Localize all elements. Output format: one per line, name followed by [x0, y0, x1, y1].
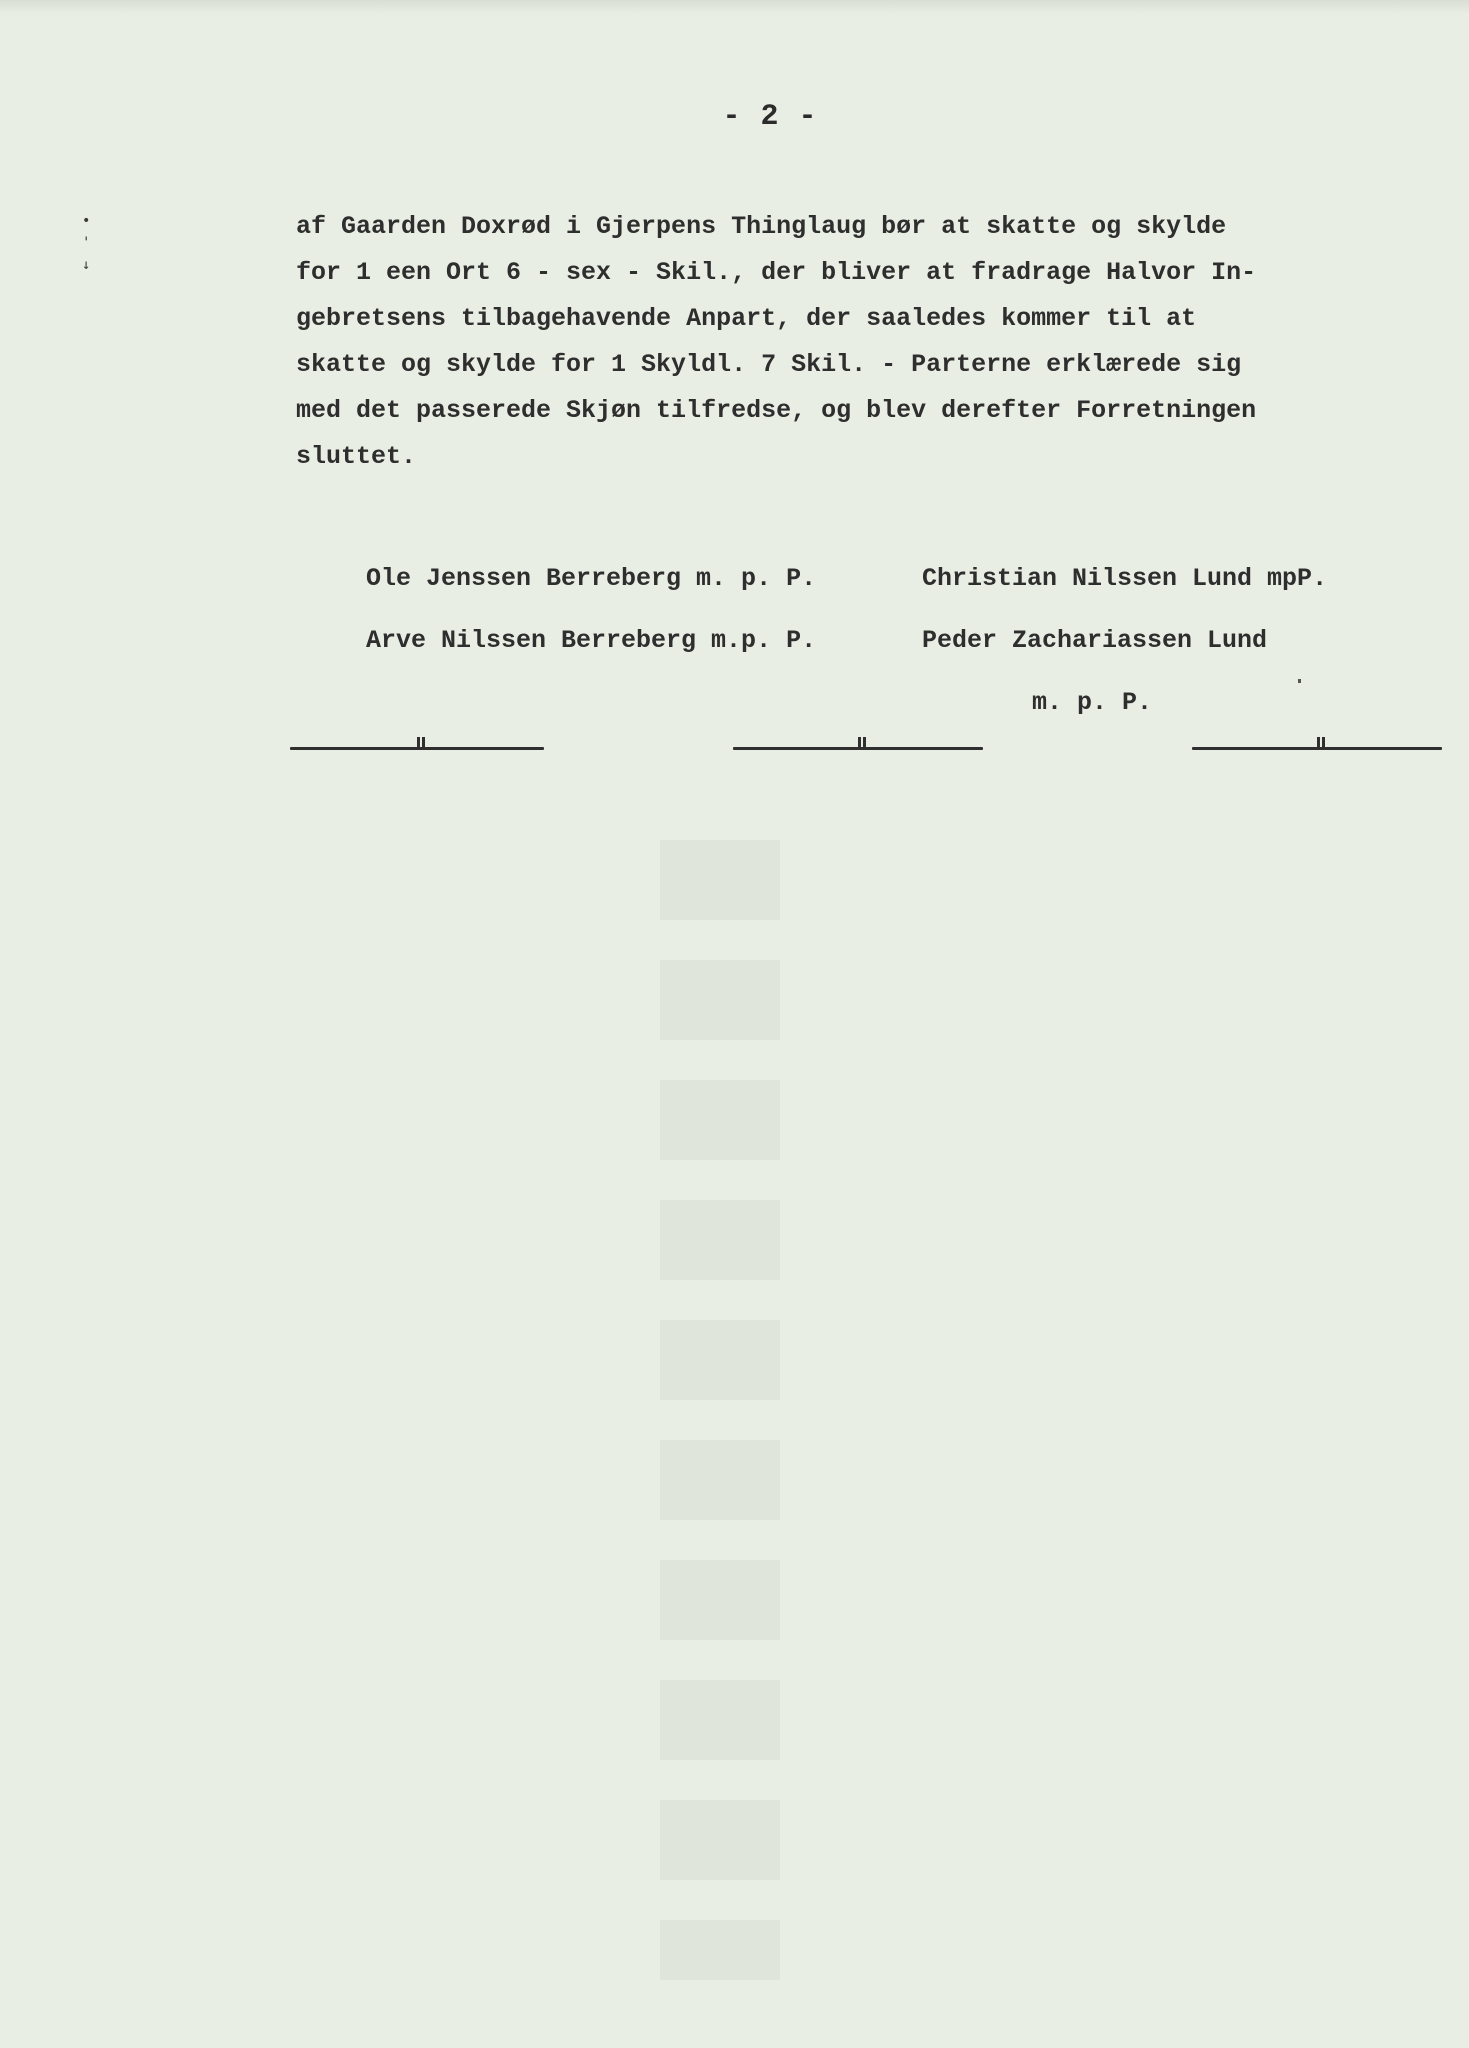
signature-right: Peder Zachariassen Lund — [922, 626, 1268, 655]
section-divider — [290, 747, 544, 750]
text-line: af Gaarden Doxrød i Gjerpens Thinglaug bør at skatte og skylde — [296, 212, 1227, 241]
signature-right: Christian Nilssen Lund mpP. — [922, 564, 1328, 593]
section-divider — [733, 747, 983, 750]
page-number: - 2 - — [722, 100, 818, 134]
margin-mark: ' — [82, 235, 91, 251]
signature-row — [366, 610, 1446, 672]
scan-edge — [0, 0, 1469, 14]
text-line: med det passerede Skjøn tilfredse, og blev derefter Forretningen — [296, 396, 1257, 425]
margin-marks — [82, 210, 96, 310]
signature-left: Arve Nilssen Berreberg m.p. P. — [366, 626, 817, 655]
text-line: skatte og skylde for 1 Skyldl. 7 Skil. - Parterne erklærede sig — [296, 350, 1242, 379]
margin-mark: • — [82, 213, 91, 229]
text-line: for 1 een Ort 6 - sex - Skil., der bliver at fradrage Halvor In- — [296, 258, 1257, 287]
signature-suffix: m. p. P. — [1032, 688, 1153, 717]
signature-row — [366, 548, 1446, 610]
margin-mark: ↓ — [82, 257, 91, 273]
archive-watermark — [660, 840, 780, 1980]
signature-left: Ole Jenssen Berreberg m. p. P. — [366, 564, 817, 593]
section-divider — [1192, 747, 1442, 750]
text-line: gebretsens tilbagehavende Anpart, der saaledes kommer til at — [296, 304, 1197, 333]
signature-block — [366, 548, 1446, 734]
text-line: sluttet. — [296, 442, 417, 471]
ink-speck — [1298, 679, 1301, 683]
signature-row — [366, 672, 1446, 734]
body-paragraph — [296, 204, 1436, 480]
